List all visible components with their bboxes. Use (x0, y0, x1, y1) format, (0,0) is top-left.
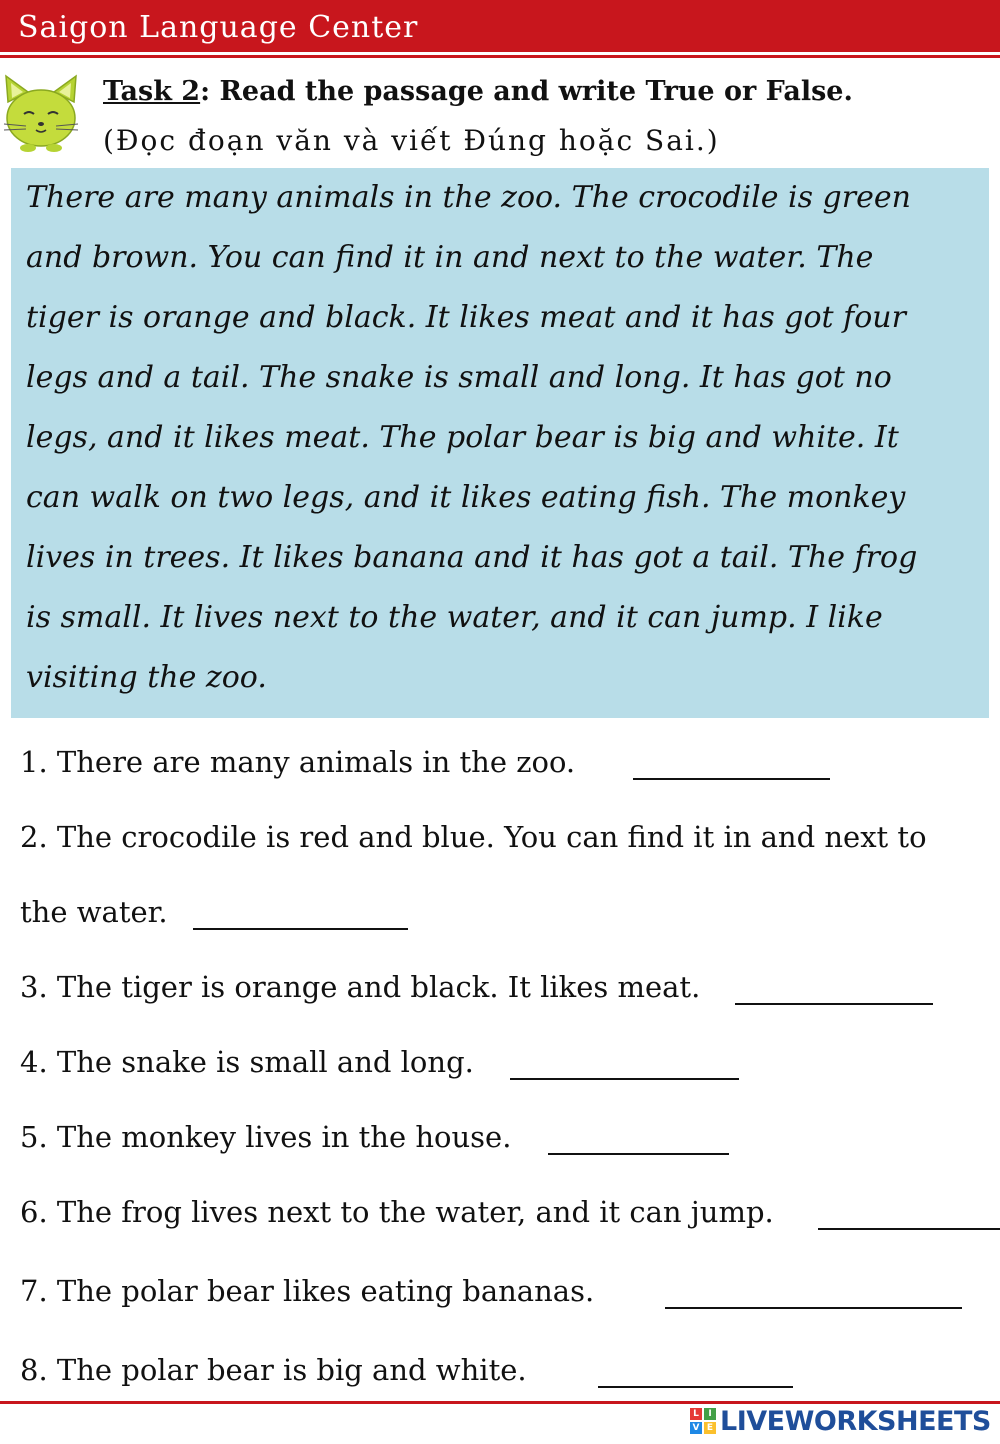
answer-blank-4[interactable] (510, 1078, 739, 1080)
question-8-text: 8. The polar bear is big and white. (20, 1353, 527, 1387)
header-bar (0, 0, 1000, 52)
question-2-text-cont: the water. (20, 895, 168, 929)
passage-line: is small. It lives next to the water, and it can jump. I like (26, 600, 883, 635)
passage-line: visiting the zoo. (26, 660, 267, 695)
task-heading (103, 76, 853, 107)
question-7-text: 7. The polar bear likes eating bananas. (20, 1274, 595, 1308)
answer-blank-3[interactable] (735, 1003, 933, 1005)
cat-icon (0, 72, 82, 152)
logo-letter: V (690, 1422, 702, 1434)
answer-blank-7[interactable] (665, 1307, 962, 1309)
passage-line: can walk on two legs, and it likes eating fish. The monkey (26, 480, 906, 515)
passage-line: legs, and it likes meat. The polar bear is big and white. It (26, 420, 899, 455)
liveworksheets-logo-icon (690, 1408, 716, 1434)
question-4-text: 4. The snake is small and long. (20, 1045, 474, 1079)
liveworksheets-logo (690, 1405, 991, 1437)
answer-blank-1[interactable] (633, 778, 830, 780)
liveworksheets-brand: LIVEWORKSHEETS (720, 1405, 991, 1437)
passage-line: lives in trees. It likes banana and it has got a tail. The frog (26, 540, 918, 575)
answer-blank-5[interactable] (548, 1153, 729, 1155)
passage-line: and brown. You can find it in and next to the water. The (26, 240, 874, 275)
question-5-text: 5. The monkey lives in the house. (20, 1120, 512, 1154)
question-6-text: 6. The frog lives next to the water, and it can jump. (20, 1195, 774, 1229)
answer-blank-6[interactable] (818, 1228, 1000, 1230)
question-3-text: 3. The tiger is orange and black. It likes meat. (20, 970, 701, 1004)
task-label: Task 2 (103, 76, 201, 107)
passage-line: legs and a tail. The snake is small and long. It has got no (26, 360, 892, 395)
answer-blank-2[interactable] (193, 928, 408, 930)
footer-rule (0, 1401, 1000, 1404)
question-1-text: 1. There are many animals in the zoo. (20, 745, 576, 779)
question-2-text: 2. The crocodile is red and blue. You can find it in and next to (20, 820, 927, 854)
passage-line: There are many animals in the zoo. The crocodile is green (26, 180, 911, 215)
logo-letter: I (704, 1408, 716, 1420)
header-title: Saigon Language Center (18, 10, 419, 45)
task-instruction: : Read the passage and write True or False. (200, 76, 853, 107)
task-translation: (Đọc đoạn văn và viết Đúng hoặc Sai.) (103, 124, 720, 157)
passage-line: tiger is orange and black. It likes meat and it has got four (26, 300, 906, 335)
logo-letter: L (690, 1408, 702, 1420)
answer-blank-8[interactable] (598, 1386, 793, 1388)
logo-letter: E (704, 1422, 716, 1434)
header-rule (0, 55, 1000, 58)
